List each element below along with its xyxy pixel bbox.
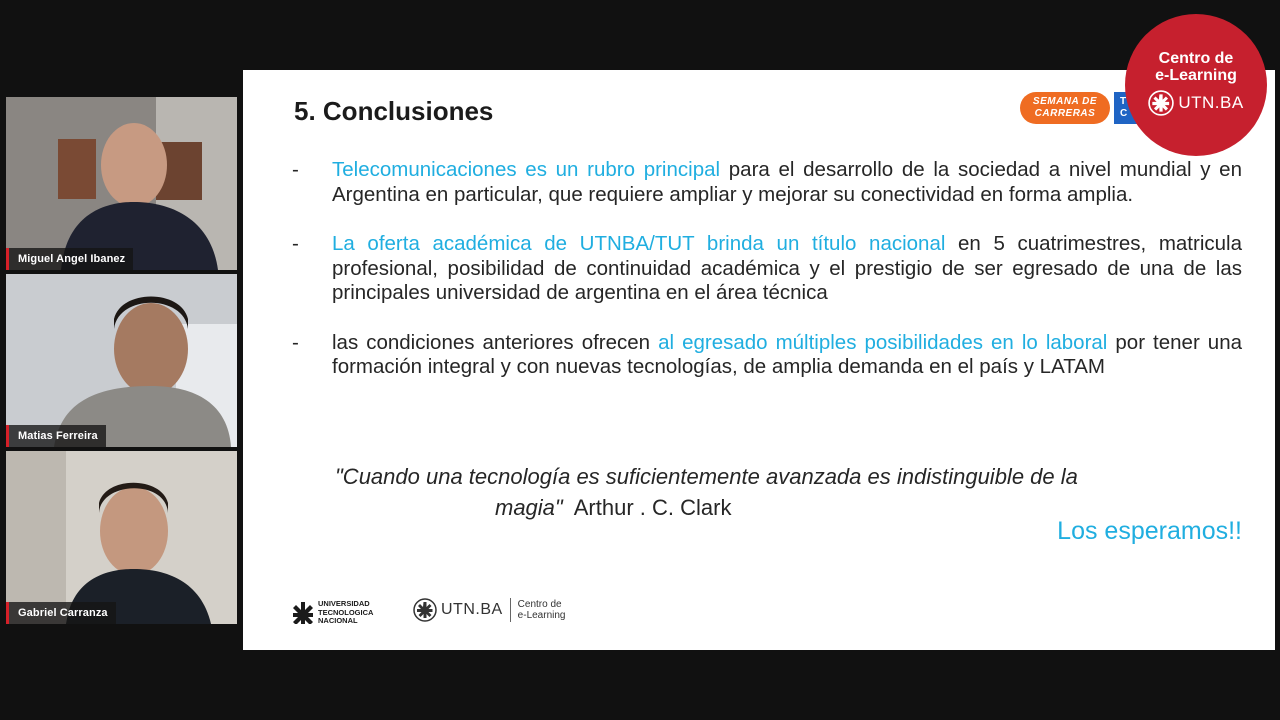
event-badge-secondary-line2: C <box>1120 108 1128 119</box>
bullet-pre: las condiciones anteriores ofrecen <box>332 330 659 354</box>
utnba-emblem-icon <box>1148 90 1174 116</box>
bullet-text <box>332 331 1242 380</box>
video-tile-3[interactable] <box>6 451 237 624</box>
participant-name: Matias Ferreira <box>6 425 106 447</box>
corner-logo-title: Centro de e-Learning <box>1155 50 1237 84</box>
corner-logo-brand: UTN.BA <box>1178 93 1244 112</box>
bullet-list <box>292 158 1242 405</box>
utnba-sub: Centro de e-Learning <box>517 599 566 621</box>
quote-line2-italic: magia" <box>495 495 563 520</box>
bullet-highlight: Telecomunicaciones es un rubro principal <box>332 158 721 181</box>
bullet-item <box>292 331 1242 380</box>
quote-author: Arthur . C. Clark <box>562 495 732 520</box>
utnba-emblem-icon <box>413 598 437 622</box>
bullet-item <box>292 232 1242 306</box>
footer-divider <box>510 598 511 622</box>
corner-logo-brand-row <box>1125 90 1267 116</box>
footer-utnba-logo <box>413 598 565 622</box>
closing-text: Los esperamos!! <box>1057 517 1242 545</box>
bullet-rest: en 5 cuatrimestres, matricula profesional, posibilidad de continuidad académica y el prestigio de ser egresado de una de las principales universidad de argentina en el área técnica <box>332 232 1242 304</box>
video-tile-1[interactable] <box>6 97 237 270</box>
bullet-rest: para el desarrollo de la sociedad a nivel mundial y en Argentina en particular, que requiere ampliar y mejorar su conectividad en forma amplia. <box>332 158 1242 206</box>
bullet-rest: por tener una formación integral y con nuevas tecnologías, de amplia demanda en el país y LATAM <box>332 330 1242 378</box>
quote-line1: "Cuando una tecnología es suficientemente avanzada es indistinguible de la <box>335 464 1078 489</box>
slide-title: 5. Conclusiones <box>294 96 494 126</box>
participant-name: Miguel Angel Ibanez <box>6 248 133 270</box>
utn-emblem-icon <box>293 602 313 624</box>
event-badge-line2: CARRERAS <box>1034 108 1096 119</box>
bullet-dash: - <box>292 232 299 255</box>
bullet-highlight: al egresado múltiples posibilidades en lo laboral <box>658 330 1108 354</box>
corner-logo <box>1125 14 1267 156</box>
event-badge-line1: SEMANA DE <box>1032 96 1098 107</box>
bullet-text <box>332 232 1242 306</box>
quote <box>335 461 1215 523</box>
footer-utn-logo <box>293 600 373 626</box>
participant-video <box>6 274 237 447</box>
bullet-dash: - <box>292 330 299 354</box>
participant-video <box>6 97 237 270</box>
participant-name: Gabriel Carranza <box>6 602 116 624</box>
bullet-text <box>332 158 1242 207</box>
participant-video <box>6 451 237 624</box>
bullet-item <box>292 158 1242 207</box>
event-badge <box>1020 92 1110 124</box>
utnba-brand: UTN.BA <box>441 601 503 618</box>
event-badge-secondary-line1: T <box>1120 96 1127 107</box>
video-tile-2[interactable] <box>6 274 237 447</box>
shared-slide <box>243 70 1275 650</box>
bullet-highlight: La oferta académica de UTNBA/TUT brinda un título nacional <box>332 232 946 255</box>
utn-label: UNIVERSIDAD TECNOLOGICA NACIONAL <box>318 599 374 625</box>
bullet-dash: - <box>292 158 299 181</box>
